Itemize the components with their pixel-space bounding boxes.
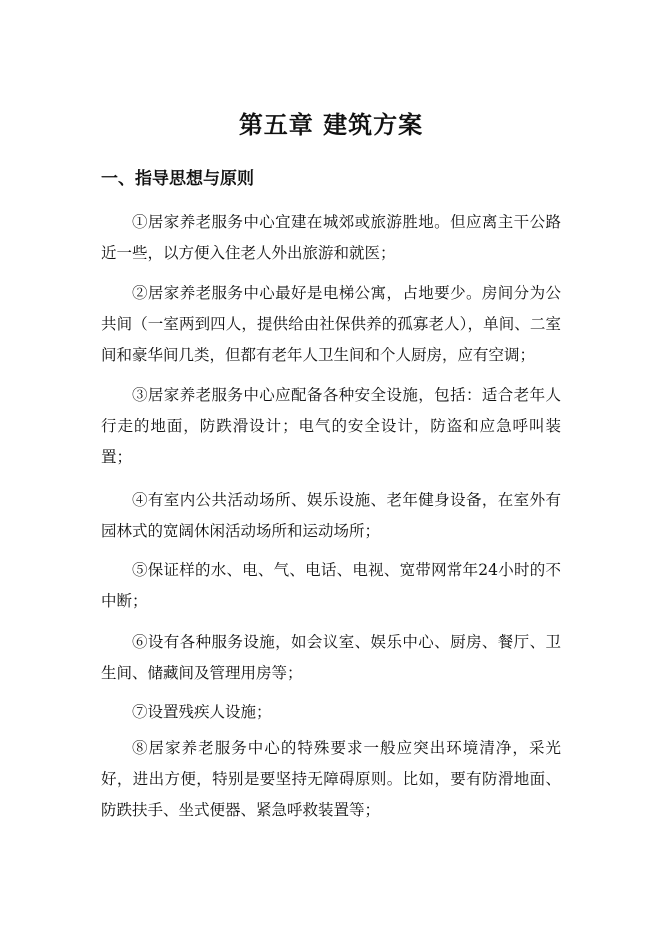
- paragraph-6: ⑥设有各种服务设施，如会议室、娱乐中心、厨房、餐厅、卫生间、储藏间及管理用房等；: [101, 633, 561, 682]
- paragraph-2: ②居家养老服务中心最好是电梯公寓，占地要少。房间分为公共间（一室两到四人，提供给由社保供养的孤寡老人），单间、二室间和豪华间几类，但都有老年人卫生间和个人厨房，应有空调；: [101, 284, 561, 364]
- paragraph-4: ④有室内公共活动场所、娱乐设施、老年健身设备，在室外有园林式的宽阔休闲活动场所和运动场所；: [101, 491, 561, 540]
- paragraph-8: ⑧居家养老服务中心的特殊要求一般应突出环境清净，采光好，进出方便，特别是要坚持无障碍原则。比如，要有防滑地面、防跌扶手、坐式便器、紧急呼救装置等；: [101, 739, 561, 819]
- section-heading: 一、指导思想与原则: [101, 169, 254, 189]
- paragraph-5: ⑤保证样的水、电、气、电话、电视、宽带网常年24小时的不中断；: [101, 561, 561, 610]
- paragraph-1: ①居家养老服务中心宜建在城郊或旅游胜地。但应离主干公路近一些，以方便入住老人外出旅游和就医；: [101, 213, 561, 262]
- paragraph-7: ⑦设置残疾人设施；: [132, 703, 272, 721]
- paragraph-3: ③居家养老服务中心应配备各种安全设施，包括：适合老年人行走的地面，防跌滑设计；电气的安全设计，防盗和应急呼叫装置；: [101, 386, 561, 466]
- chapter-title: 第五章 建筑方案: [238, 110, 424, 139]
